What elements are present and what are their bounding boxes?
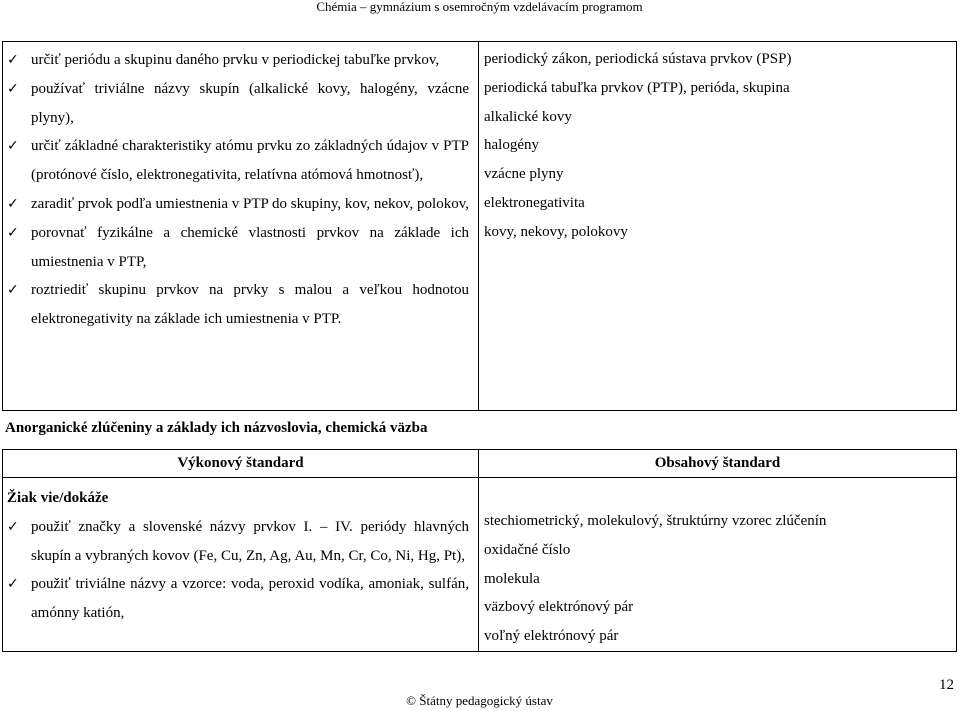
column-divider [478, 450, 479, 651]
list-item [7, 190, 469, 219]
item-text: určiť periódu a skupinu daného prvku v periodickej tabuľke prvkov, [31, 52, 440, 68]
header-divider [3, 477, 956, 478]
checkmark-icon: ✓ [7, 138, 19, 155]
subheading: Žiak vie/dokáže [7, 490, 109, 506]
list-item [7, 276, 469, 334]
checkmark-icon: ✓ [7, 80, 19, 97]
checkmark-icon: ✓ [7, 518, 19, 535]
content-item: oxidačné číslo [484, 541, 571, 558]
content-item: väzbový elektrónový pár [484, 599, 634, 616]
item-text: používať triviálne názvy skupín (alkalické kovy, halogény, vzácne plyny), [31, 80, 469, 126]
standards-table-2 [2, 449, 957, 652]
content-item: kovy, nekovy, polokovy [484, 223, 628, 240]
page-number: 12 [939, 677, 954, 693]
checkmark-icon: ✓ [7, 224, 19, 241]
footer-copyright: © Štátny pedagogický ústav [406, 693, 553, 708]
content-standard-heading: Obsahový štandard [654, 455, 781, 471]
page-header: Chémia – gymnázium s osemročným vzdelávacím programom [316, 0, 643, 14]
content-item: elektronegativita [484, 194, 585, 211]
item-text: použiť triviálne názvy a vzorce: voda, peroxid vodíka, amoniak, sulfán, amónny katión, [31, 576, 469, 622]
content-standard-column [484, 507, 949, 651]
section-title: Anorganické zlúčeniny a základy ich názvoslovia, chemická väzba [5, 420, 428, 436]
checkmark-icon: ✓ [7, 576, 19, 593]
content-item: stechiometrický, molekulový, štruktúrny vzorec zlúčenín [484, 513, 827, 529]
performance-standard-column [7, 46, 469, 334]
column-divider [478, 42, 479, 410]
content-item: periodický zákon, periodická sústava prvkov (PSP) [484, 51, 792, 67]
list-item [7, 570, 469, 628]
performance-standard-heading: Výkonový štandard [177, 455, 304, 471]
list-item [7, 219, 469, 277]
content-item: alkalické kovy [484, 108, 572, 125]
content-item: vzácne plyny [484, 166, 564, 183]
list-item [7, 132, 469, 190]
content-item: molekula [484, 570, 540, 587]
item-text: roztriediť skupinu prvkov na prvky s malou a veľkou hodnotou elektronegativity na základe ich umiestnenia v PTP. [31, 282, 469, 328]
item-text: zaradiť prvok podľa umiestnenia v PTP do skupiny, kov, nekov, polokov, [31, 195, 469, 212]
content-item: periodická tabuľka prvkov (PTP), perióda, skupina [484, 79, 790, 96]
list-item [7, 46, 469, 75]
list-item [7, 75, 469, 133]
content-standard-column [484, 45, 949, 247]
content-item: voľný elektrónový pár [484, 628, 619, 645]
checkmark-icon: ✓ [7, 52, 19, 68]
checkmark-icon: ✓ [7, 195, 19, 212]
item-text: porovnať fyzikálne a chemické vlastnosti prvkov na základe ich umiestnenia v PTP, [31, 224, 469, 270]
content-item: halogény [484, 137, 539, 154]
item-text: použiť značky a slovenské názvy prvkov I. – IV. periódy hlavných skupín a vybraných kovov (Fe, Cu, Zn, Ag, Au, Mn, Cr, Co, Ni, Hg, Pt), [31, 518, 469, 564]
checkmark-icon: ✓ [7, 282, 19, 299]
item-text: určiť základné charakteristiky atómu prvku zo základných údajov v PTP (protónové číslo, elektronegativita, relatívna atómová hmotnosť), [31, 138, 469, 184]
list-item [7, 513, 469, 571]
performance-standard-column [7, 484, 469, 628]
standards-table-1 [2, 41, 957, 411]
